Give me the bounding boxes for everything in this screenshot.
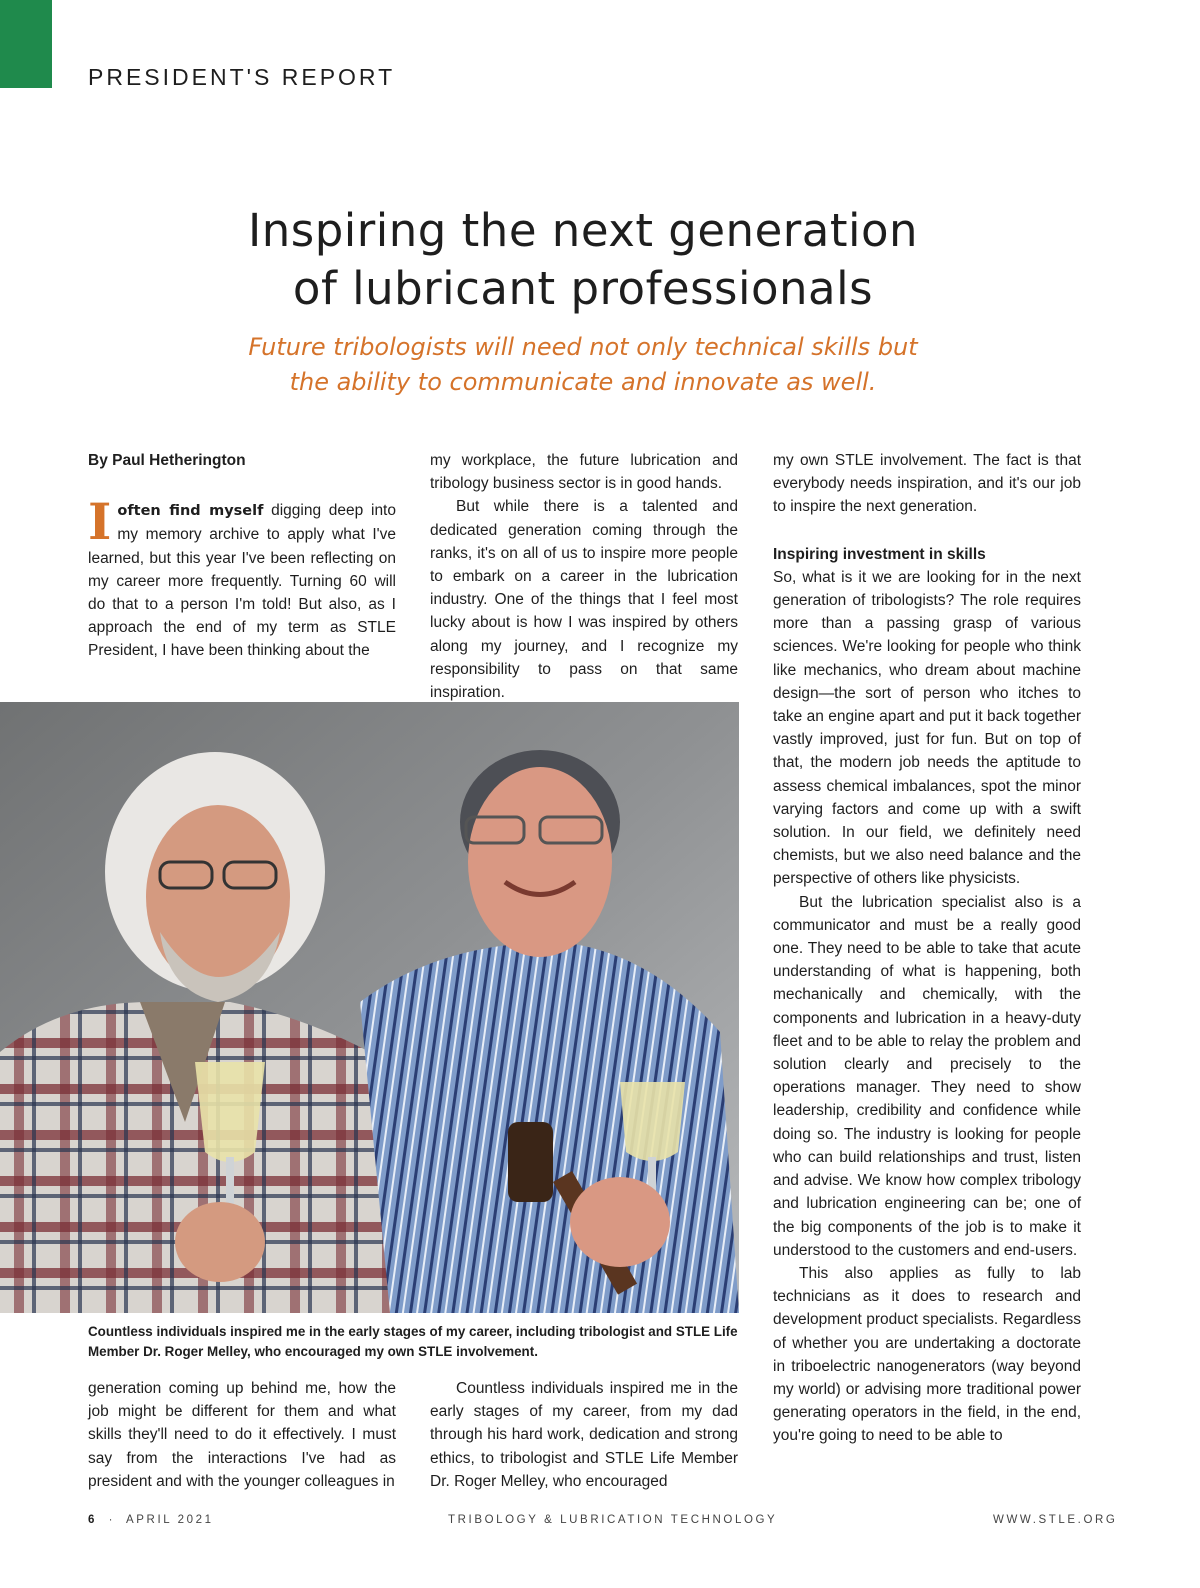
photo-caption: Countless individuals inspired me in the early stages of my career, including tribologist and STLE Life Member Dr. Roger Melley, who encouraged my own STLE involvement. <box>88 1324 738 1359</box>
intro-paragraph <box>88 492 396 662</box>
body-paragraph: But while there is a talented and dedicated generation coming through the ranks, it's on all of us to inspire more people to embark on a career in the lubrication industry. One of the things that I feel most lucky about is how I was inspired by others along my journey, and I recognize my responsibility to pass on that same inspiration. <box>430 498 738 702</box>
article-title <box>150 202 1016 318</box>
lead-in: often find myself <box>117 503 264 520</box>
website-url: WWW.STLE.ORG <box>993 1514 1118 1526</box>
subhead: Inspiring investment in skills <box>773 545 986 563</box>
drop-cap: I <box>88 492 112 552</box>
section-label: PRESIDENT'S REPORT <box>88 64 396 90</box>
byline: By Paul Hetherington <box>88 452 246 469</box>
column-1-bottom <box>88 1377 396 1493</box>
body-paragraph: But the lubrication specialist also is a communicator and must be a really good one. They need to be able to take that acute understanding of what is happening, both mechanically and chemically, with the components and lubrication in a heavy-duty fleet and to be able to relay the problem and solution clearly and precisely to the operations manager. They need to show leadership, credibility and confidence while doing so. The industry is looking for people who can build relationships and trust, listen and advise. We know how complex tribology and lubrication engineering can be; one of the big components of the job is to make it understood to the customers and end-users. <box>773 893 1081 1259</box>
publication-name: TRIBOLOGY & LUBRICATION TECHNOLOGY <box>448 1514 778 1526</box>
title-line-2: of lubricant professionals <box>292 262 874 315</box>
body-paragraph: generation coming up behind me, how the job might be different for them and what skills they'll need to do it effectively. I must say from the interactions I've had as president and with the younger colleagues in <box>88 1380 396 1490</box>
column-2-bottom <box>430 1377 738 1493</box>
body-paragraph: Countless individuals inspired me in the early stages of my career, from my dad through his hard work, dedication and strong ethics, to tribologist and STLE Life Member Dr. Roger Melley, who encouraged <box>430 1380 738 1490</box>
body-paragraph: my workplace, the future lubrication and tribology business sector is in good hands. <box>430 452 738 493</box>
footer-left <box>88 1514 214 1526</box>
body-paragraph: my own STLE involvement. The fact is that everybody needs inspiration, and it's our job to inspire the next generation. <box>773 452 1081 516</box>
section-color-tab <box>0 0 52 88</box>
title-line-1: Inspiring the next generation <box>247 204 919 257</box>
body-paragraph: So, what is it we are looking for in the next generation of tribologists? The role requires more than a passing grasp of various sciences. We're looking for people who think like mechanics, who dream about machine design—the sort of person who itches to take an engine apart and put it back together vastly improved, just for fun. But on top of that, the modern job needs the aptitude to assess chemical imbalances, spot the minor varying factors and come up with a swift solution. In our field, we definitely need chemists, but we also need balance and the perspective of others like physicists. <box>773 568 1081 888</box>
article-photo <box>0 702 739 1313</box>
body-paragraph: This also applies as fully to lab technicians as it does to research and development product specialists. Regardless of whether you are undertaking a doctorate in triboelectric nanogenerators (way beyond my world) or advising more traditional power generating operators in the field, in the end, you're going to need to be able to <box>773 1264 1081 1445</box>
column-1-top <box>88 449 396 663</box>
column-2-top <box>430 449 738 704</box>
column-3 <box>773 449 1081 1448</box>
article-deck <box>150 330 1016 400</box>
intro-text: digging deep into my memory archive to apply what I've learned, but this year I've been reflecting on my career more frequently. Turning 60 will do that to a person I'm told! But also, as I approach the end of my term as STLE President, I have been thinking about the <box>88 502 396 660</box>
deck-line-2: the ability to communicate and innovate as well. <box>289 368 877 396</box>
page-number: 6 <box>88 1514 97 1526</box>
issue-date: APRIL 2021 <box>126 1514 214 1526</box>
footer-separator: · <box>108 1514 116 1526</box>
deck-line-1: Future tribologists will need not only technical skills but <box>248 333 918 361</box>
